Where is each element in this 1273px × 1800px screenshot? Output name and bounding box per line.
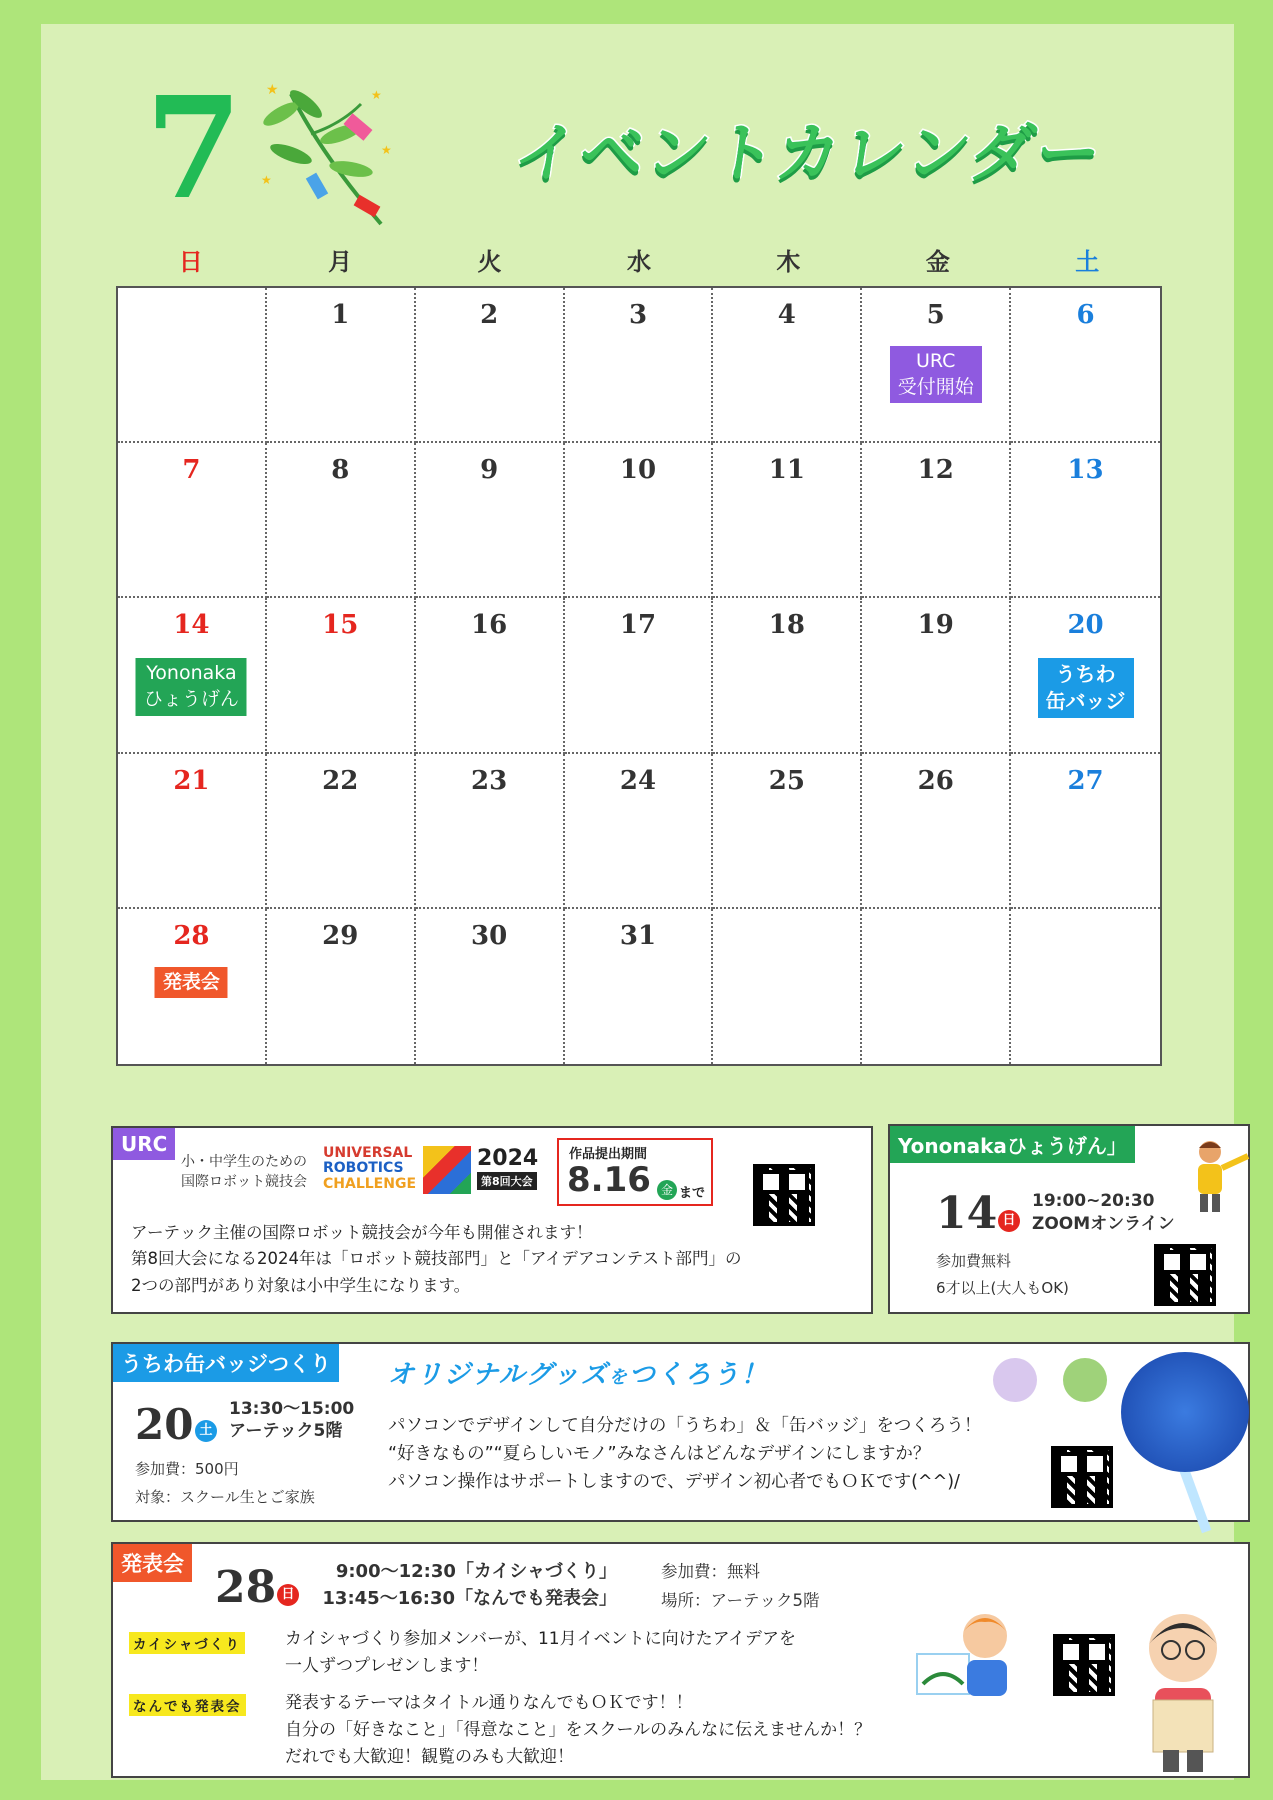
happyoukai-info (661, 1558, 820, 1616)
urc-body-line: 第8回大会になる2024年は「ロボット競技部門」と「アイデアコンテスト部門」の (131, 1249, 742, 1269)
calendar-grid (116, 286, 1162, 1066)
calendar-cell (1011, 598, 1160, 753)
day-number: 16 (471, 610, 508, 641)
uchiwa-body-line: パソコン操作はサポートしますので、デザイン初心者でもＯＫです(^^)/ (388, 1472, 960, 1492)
person-presenting-icon (1180, 1134, 1252, 1214)
calendar-cell (267, 909, 416, 1064)
day-number: 7 (182, 455, 201, 486)
day-number: 19 (917, 610, 954, 641)
description-line: だれでも大歓迎！観覧のみも大歓迎！ (285, 1747, 574, 1768)
weekday-sun: 日 (178, 248, 203, 276)
day-number: 10 (619, 455, 657, 486)
yononaka-time-place (1032, 1190, 1175, 1236)
description-line: 一人ずつプレゼンします！ (285, 1656, 489, 1677)
calendar-cell (118, 288, 267, 443)
calendar-cell (267, 754, 416, 909)
calendar-cell (1011, 754, 1160, 909)
weekday-thu: 木 (776, 248, 801, 276)
event-tag-line: 缶バッジ (1045, 689, 1126, 714)
calendar-cell (118, 443, 267, 598)
uchiwa-body-line: パソコンでデザインして自分だけの「うちわ」＆「缶バッジ」をつくろう！ (388, 1416, 982, 1436)
child-holding-paper-icon (1133, 1604, 1233, 1774)
yononaka-day: 日 (998, 1210, 1020, 1232)
day-number: 6 (1076, 300, 1095, 330)
urc-body-line: 2つの部門があり対象は小中学生になります。 (131, 1275, 471, 1295)
description-line: 発表するテーマはタイトル通りなんでもＯＫです！！ (285, 1693, 693, 1713)
qr-code-icon[interactable] (753, 1164, 815, 1226)
calendar-cell (713, 909, 862, 1064)
qr-code-icon[interactable] (1053, 1634, 1115, 1696)
day-number: 3 (628, 300, 648, 330)
bamboo-tanabata-icon (251, 74, 401, 234)
child-drawing-icon (913, 1604, 1023, 1704)
calendar-cell (862, 598, 1011, 753)
tag-nandemo: なんでも発表会 (129, 1694, 246, 1716)
urc-logo-line: CHALLENGE (323, 1175, 417, 1192)
tag-kaishazukuri: カイシャづくり (129, 1632, 245, 1654)
deadline-title: 作品提出期間 (569, 1147, 648, 1162)
day-number: 13 (1067, 455, 1104, 486)
uchiwa-place: アーテック5階 (229, 1421, 343, 1442)
description-line: 自分の「好きなこと」「得意なこと」をスクールのみんなに伝えませんか！？ (285, 1720, 872, 1741)
event-tag-line: 受付開始 (897, 375, 974, 398)
yononaka-target: 6才以上(大人もOK) (936, 1279, 1069, 1297)
calendar-cell (565, 443, 714, 598)
calendar-cell (1011, 288, 1160, 443)
day-number: 1 (331, 300, 350, 330)
calendar-cell (565, 754, 714, 909)
urc-logo-line: UNIVERSAL (323, 1145, 413, 1161)
yononaka-time: 19:00~20:30 (1032, 1191, 1155, 1211)
happyoukai-section (111, 1542, 1250, 1778)
happyoukai-date: 28 (215, 1562, 277, 1613)
svg-text:★: ★ (381, 143, 392, 157)
weekday-fri: 金 (925, 248, 950, 276)
urc-cube-logo-icon (423, 1146, 471, 1194)
uchiwa-info (135, 1456, 315, 1512)
event-tag-urc[interactable] (890, 346, 982, 403)
day-number: 31 (619, 920, 657, 951)
urc-year: 2024 (477, 1146, 539, 1171)
calendar-cell (1011, 443, 1160, 598)
event-tag-happyoukai[interactable]: 発表会 (155, 967, 228, 999)
qr-code-icon[interactable] (1154, 1244, 1216, 1306)
uchiwa-section (111, 1342, 1250, 1522)
day-number: 23 (471, 765, 508, 796)
yononaka-place: ZOOMオンライン (1032, 1213, 1175, 1234)
calendar-cell (862, 909, 1011, 1064)
day-number: 9 (480, 455, 499, 486)
day-number: 2 (480, 300, 499, 330)
day-number: 30 (471, 920, 508, 951)
urc-edition: 第8回大会 (477, 1172, 537, 1190)
calendar-cell (862, 288, 1011, 443)
event-tag-yononaka[interactable] (136, 658, 247, 715)
day-number: 24 (619, 765, 657, 796)
weekday-mon: 月 (328, 248, 353, 276)
nandemo-description (285, 1690, 871, 1772)
happyoukai-fee: 参加費：無料 (661, 1562, 760, 1581)
calendar-cell (565, 909, 714, 1064)
calendar-cell (565, 598, 714, 753)
uchiwa-body-line: “好きなもの”“夏らしいモノ”みなさんはどんなデザインにしますか？ (388, 1444, 931, 1464)
headline-part: つくろう！ (628, 1360, 769, 1390)
calendar-cell (416, 909, 565, 1064)
calendar-cell (267, 288, 416, 443)
urc-logo (323, 1146, 416, 1192)
day-number: 14 (173, 610, 210, 641)
urc-body-line: アーテック主催の国際ロボット競技会が今年も開催されます！ (131, 1223, 593, 1242)
badge-icon (1063, 1358, 1107, 1402)
uchiwa-fan-icon (1121, 1352, 1249, 1472)
headline-part: を (608, 1367, 629, 1388)
day-number: 21 (173, 765, 210, 796)
calendar-cell (713, 288, 862, 443)
yononaka-section (888, 1124, 1250, 1314)
weekday-sat: 土 (1075, 248, 1100, 276)
happyoukai-schedule (317, 1558, 617, 1612)
event-tag-line: ひょうげん (143, 688, 239, 711)
day-number: 27 (1067, 765, 1104, 796)
svg-text:★: ★ (261, 173, 272, 187)
qr-code-icon[interactable] (1051, 1446, 1113, 1508)
yononaka-date: 14 (936, 1188, 998, 1239)
calendar-cell (118, 754, 267, 909)
urc-logo-line: ROBOTICS (323, 1160, 404, 1177)
weekday-header (116, 242, 1162, 282)
calendar-cell (267, 598, 416, 753)
uchiwa-date: 20 (135, 1400, 194, 1449)
yononaka-fee: 参加費無料 (936, 1252, 1012, 1270)
uchiwa-target: 対象：スクール生とご家族 (135, 1487, 315, 1506)
description-line: カイシャづくり参加メンバーが、11月イベントに向けたアイデアを (285, 1629, 797, 1649)
day-number: 11 (768, 455, 805, 486)
headline-part: オリジナルグッズ (388, 1360, 609, 1390)
calendar-cell (565, 288, 714, 443)
calendar-cell (862, 754, 1011, 909)
calendar-cell (1011, 909, 1160, 1064)
month-number: 7 (145, 67, 243, 231)
badge-icon (993, 1358, 1037, 1402)
uchiwa-headline (388, 1354, 769, 1391)
urc-section (111, 1126, 873, 1314)
schedule-line: 9:00〜12:30「カイシャづくり」 (335, 1561, 617, 1582)
event-tag-uchiwa[interactable] (1038, 658, 1134, 718)
calendar-cell (416, 754, 565, 909)
svg-text:★: ★ (371, 88, 382, 102)
page-title: イベントカレンダー (508, 117, 1108, 191)
weekday-tue: 火 (477, 248, 502, 276)
day-number: 22 (322, 765, 359, 796)
calendar-cell (713, 598, 862, 753)
event-tag-line: Yononaka (146, 662, 237, 685)
uchiwa-day: 土 (195, 1420, 217, 1442)
day-number: 17 (619, 610, 657, 641)
day-number: 12 (917, 455, 954, 486)
urc-subtitle (181, 1152, 307, 1193)
day-number: 15 (322, 610, 359, 641)
day-number: 28 (173, 920, 210, 951)
day-number: 26 (917, 765, 954, 796)
happyoukai-day: 日 (277, 1584, 299, 1606)
uchiwa-fee: 参加費：500円 (135, 1460, 239, 1478)
day-number: 20 (1067, 610, 1104, 641)
yononaka-info (936, 1248, 1069, 1302)
calendar-cell (118, 909, 267, 1064)
uchiwa-label: うちわ缶バッジつくり (113, 1344, 339, 1382)
urc-description (131, 1220, 742, 1299)
urc-deadline (557, 1138, 713, 1206)
day-number: 8 (331, 455, 350, 486)
calendar-cell (713, 443, 862, 598)
page (41, 24, 1234, 1780)
schedule-line: 13:45〜16:30「なんでも発表会」 (322, 1588, 617, 1609)
deadline-day: 金 (657, 1180, 677, 1200)
calendar-cell (267, 443, 416, 598)
svg-text:★: ★ (266, 82, 279, 98)
yononaka-label: Yononakaひょうげん」 (890, 1126, 1135, 1163)
uchiwa-time-place (229, 1398, 354, 1442)
event-tag-line: URC (915, 350, 956, 372)
uchiwa-time: 13:30〜15:00 (229, 1399, 355, 1419)
day-number: 18 (768, 610, 805, 641)
deadline-suffix: まで (679, 1186, 706, 1201)
deadline-date: 8.16 (567, 1160, 651, 1200)
day-number: 25 (768, 765, 805, 796)
urc-subtitle-line: 国際ロボット競技会 (181, 1174, 307, 1191)
day-number: 4 (777, 300, 796, 330)
event-tag-line: うちわ (1055, 662, 1116, 687)
calendar-cell (862, 443, 1011, 598)
urc-label: URC (113, 1128, 175, 1160)
day-number: 29 (322, 920, 359, 951)
urc-subtitle-line: 小・中学生のための (181, 1154, 307, 1170)
happyoukai-label: 発表会 (113, 1544, 192, 1582)
calendar-cell (416, 598, 565, 753)
calendar-cell (713, 754, 862, 909)
calendar-cell (118, 598, 267, 753)
calendar-cell (416, 288, 565, 443)
happyoukai-place: 場所：アーテック5階 (661, 1590, 820, 1610)
day-number: 5 (926, 300, 945, 330)
kaishazukuri-description (285, 1626, 796, 1680)
weekday-wed: 水 (626, 248, 651, 276)
uchiwa-description (388, 1412, 981, 1496)
calendar-cell (416, 443, 565, 598)
